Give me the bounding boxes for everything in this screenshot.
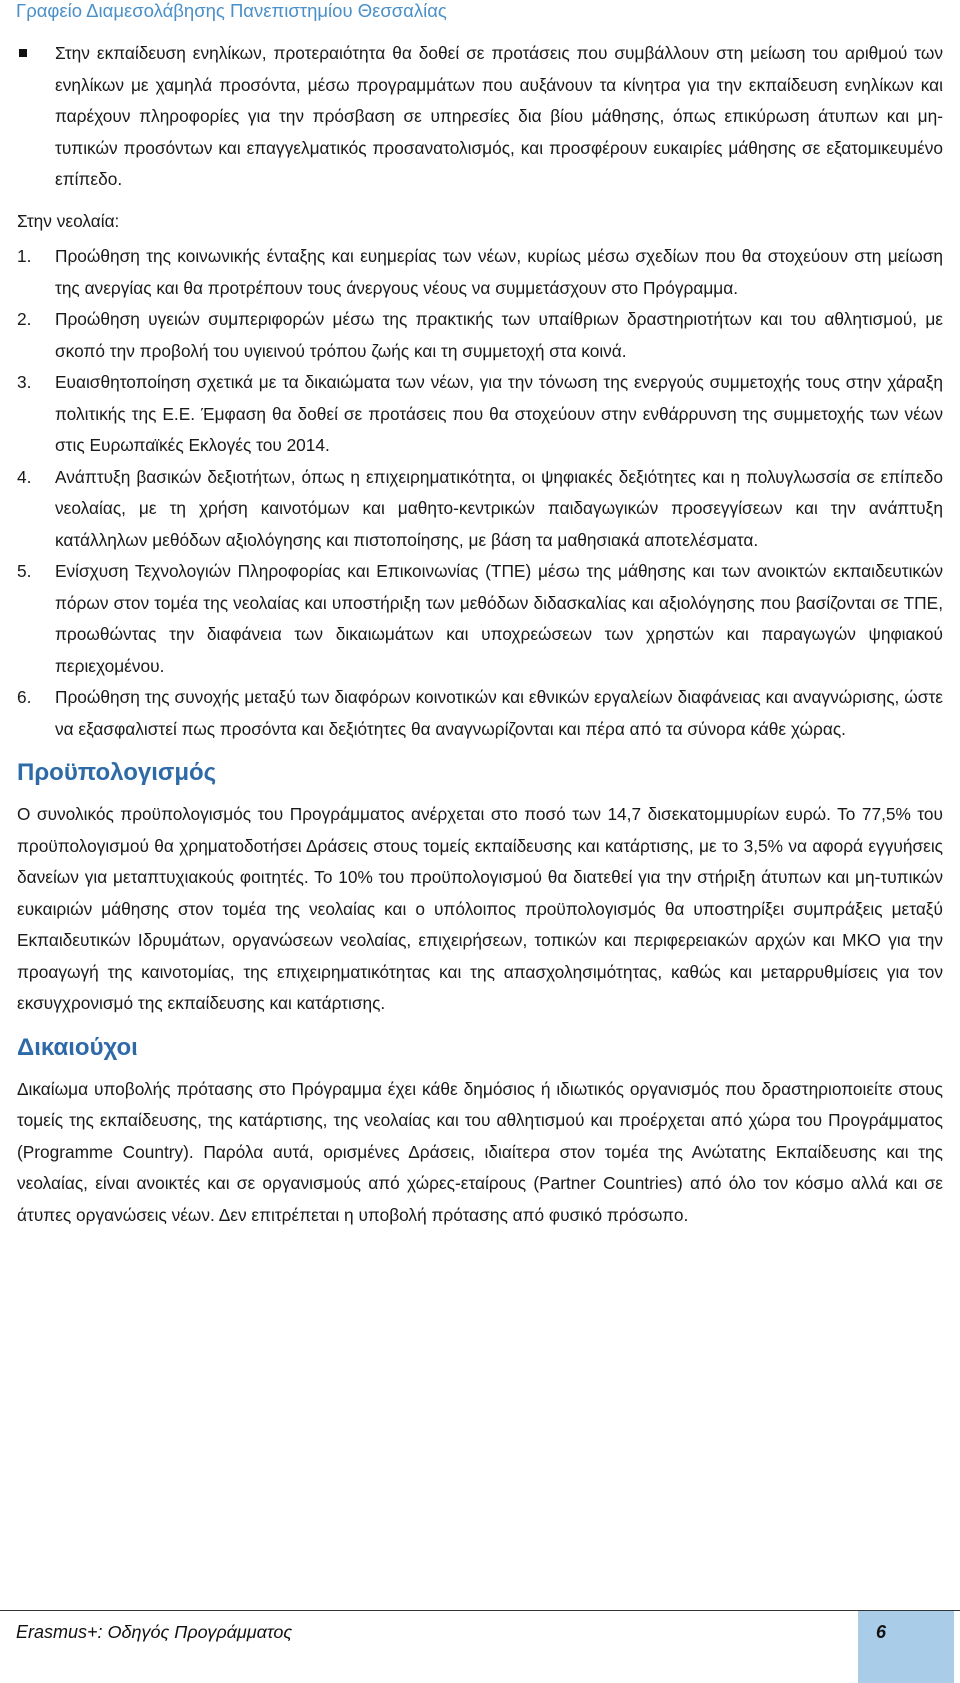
beneficiaries-heading: Δικαιούχοι (17, 1033, 138, 1061)
list-item-text: Ανάπτυξη βασικών δεξιοτήτων, όπως η επιχειρηματικότητα, οι ψηφιακές δεξιότητες και η πολυγλωσσία σε επίπεδο νεολαίας, με τη χρήση καινοτόμων και μαθητο-κεντρικών παιδαγωγικών προσεγγίσεων και την ανάπτυξη κατάλληλων μεθόδων αξιολόγησης και πιστοποίησης, με βάση τα μαθησιακά αποτελέσματα. (55, 466, 943, 550)
page-number-box (858, 1611, 954, 1683)
list-item-number: 5. (17, 561, 32, 581)
footer-guide-title: Erasmus+: Οδηγός Προγράμματος (16, 1622, 293, 1642)
list-item-text: Ευαισθητοποίηση σχετικά με τα δικαιώματα των νέων, για την τόνωση της ενεργούς συμμετοχής τους στην χάραξη πολιτικής της Ε.Ε. Έμφαση θα δοθεί σε προτάσεις που θα στοχεύουν στην ενθάρρυνση της συμμετοχής των νέων στις Ευρωπαϊκές Εκλογές του 2014. (55, 372, 943, 455)
list-item (17, 556, 943, 682)
budget-paragraph: Ο συνολικός προϋπολογισμός του Προγράμματος ανέρχεται στο ποσό των 14,7 δισεκατομμυρίων ευρώ. Το 77,5% του προϋπολογισμού θα χρηματοδοτήσει Δράσεις στους τομείς εκπαίδευσης και κατάρτισης, με το 3,5% να αφορά εγγυήσεις δανείων για μεταπτυχιακούς φοιτητές. Το 10% του προϋπολογισμού θα διατεθεί για την στήριξη άτυπων και μη-τυπικών ευκαιριών μάθησης στον τομέα της νεολαίας και ο υπόλοιπος προϋπολογισμός θα υποστηρίξει συμπράξεις μεταξύ Εκπαιδευτικών Ιδρυμάτων, οργανώσεων νεολαίας, επιχειρήσεων, τοπικών και περιφερειακών αρχών και ΜΚΟ για την προαγωγή της καινοτομίας, της επιχειρηματικότητας και της απασχολησιμότητας, καθώς και μεταρρυθμίσεις για τον εκσυγχρονισμό της εκπαίδευσης και κατάρτισης. (17, 804, 943, 1013)
list-item (17, 682, 943, 745)
adult-education-bullet (17, 38, 943, 196)
list-item (17, 462, 943, 557)
list-item-number: 2. (17, 309, 32, 329)
document-body (17, 38, 943, 1231)
list-item-number: 3. (17, 372, 32, 392)
square-bullet-icon (19, 49, 27, 57)
list-item (17, 304, 943, 367)
list-item-number: 6. (17, 687, 32, 707)
list-item-text: Ενίσχυση Τεχνολογιών Πληροφορίας και Επικοινωνίας (ΤΠΕ) μέσω της μάθησης και των ανοικτών εκπαιδευτικών πόρων στον τομέα της νεολαίας και υποστήριξη των μεθόδων διδασκαλίας και αξιολόγησης που βασίζονται σε ΤΠΕ, προωθώντας την διαφάνεια των δικαιωμάτων και υποχρεώσεων των χρηστών και παραγωγών ψηφιακού περιεχομένου. (55, 561, 943, 676)
page-number: 6 (876, 1622, 887, 1642)
youth-priorities-list (17, 241, 943, 745)
youth-label: Στην νεολαία: (17, 210, 120, 231)
footer-divider (0, 1610, 960, 1611)
budget-heading: Προϋπολογισμός (17, 759, 217, 786)
list-item-text: Προώθηση υγειών συμπεριφορών μέσω της πρακτικής των υπαίθριων δραστηριοτήτων και του αθλητισμού, με σκοπό την προβολή του υγιεινού τρόπου ζωής και τη συμμετοχή στα κοινά. (55, 309, 943, 361)
list-item-text: Προώθηση της κοινωνικής ένταξης και ευημερίας των νέων, κυρίως μέσω σχεδίων που θα στοχεύουν στη μείωση της ανεργίας και θα προτρέπουν τους άνεργους νέους να συμμετάσχουν στο Πρόγραμμα. (55, 246, 943, 298)
running-header: Γραφείο Διαμεσολάβησης Πανεπιστημίου Θεσσαλίας (16, 0, 447, 21)
list-item-number: 1. (17, 246, 32, 266)
list-item-text: Προώθηση της συνοχής μεταξύ των διαφόρων κοινοτικών και εθνικών εργαλείων διαφάνειας και αναγνώρισης, ώστε να εξασφαλιστεί πως προσόντα και δεξιότητες θα αναγνωρίζονται και πέρα από τα σύνορα κάθε χώρας. (55, 687, 943, 739)
list-item-number: 4. (17, 466, 32, 487)
list-item (17, 367, 943, 462)
bullet-text: Στην εκπαίδευση ενηλίκων, προτεραιότητα θα δοθεί σε προτάσεις που συμβάλλουν στη μείωση του αριθμού των ενηλίκων με χαμηλά προσόντα, μέσω προγραμμάτων που αυξάνουν τα κίνητρα για την εκπαίδευση ενηλίκων και παρέχουν πληροφορίες για την πρόσβαση σε υπηρεσίες δια βίου μάθησης, όπως επικύρωση άτυπων και μη-τυπικών προσόντων και επαγγελματικός προσανατολισμός, και προσφέρουν ευκαιρίες μάθησης σε εξατομικευμένο επίπεδο. (55, 43, 943, 189)
list-item (17, 241, 943, 304)
beneficiaries-paragraph: Δικαίωμα υποβολής πρότασης στο Πρόγραμμα έχει κάθε δημόσιος ή ιδιωτικός οργανισμός που δραστηριοποιείτε στους τομείς της εκπαίδευσης, της κατάρτισης, της νεολαίας και του αθλητισμού και προέρχεται από χώρα του Προγράμματος (Programme Country). Παρόλα αυτά, ορισμένες Δράσεις, ιδιαίτερα στον τομέα της Ανώτατης Εκπαίδευσης και της νεολαίας, είναι ανοικτές και σε οργανισμούς από χώρες-εταίρους (Partner Countries) από όλο τον κόσμο αλλά και σε άτυπες οργανώσεις νέων. Δεν επιτρέπεται η υποβολή πρότασης από φυσικό πρόσωπο. (17, 1078, 943, 1225)
